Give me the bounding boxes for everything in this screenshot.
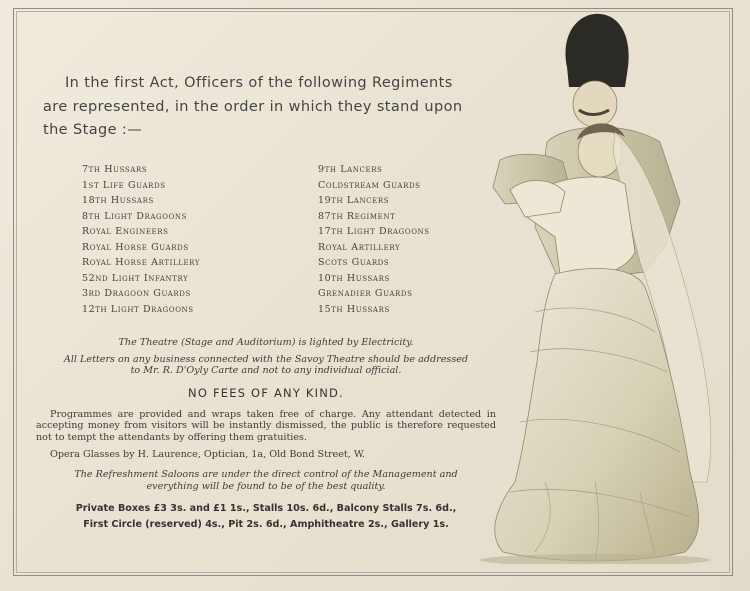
regiment-item: 9th Lancers [318,164,383,175]
regiment-item: 7th Hussars [82,164,148,175]
letters-note: to Mr. R. D'Oyly Carte and not to any individual official. [130,365,402,376]
intro-line: the Stage :— [43,122,143,138]
regiment-item: 8th Light Dragoons [82,210,188,222]
regiment-item: 10th Hussars [318,272,390,284]
regiment-item: Royal Engineers [82,226,169,237]
regiment-item: Scots Guards [318,257,390,268]
intro-line: are represented, in the order in which they stand upon [43,98,463,115]
regiment-item: 15th Hussars [318,303,390,315]
refreshment-note: The Refreshment Saloons are under the direct control of the Management and [74,469,458,480]
dancing-couple-illustration [475,12,735,564]
no-fees-heading: NO FEES OF ANY KIND. [188,385,344,400]
ground-shadow [480,554,710,564]
regiment-item: 12th Light Dragoons [82,303,194,315]
programmes-note: Programmes are provided and wraps taken free of charge. Any attendant detected in accepting money from visitors will be instantly dismissed, the public is therefore requested not to tempt the attendants by offering them gratuities. [36,408,496,443]
prices-line: First Circle (reserved) 4s., Pit 2s. 6d., Amphitheatre 2s., Gallery 1s. [83,518,449,530]
opera-glasses-note: Opera Glasses by H. Laurence, Optician, 1a, Old Bond Street, W. [50,449,366,460]
regiment-item: Royal Horse Artillery [82,257,201,268]
refreshment-note: everything will be found to be of the best quality. [146,480,386,492]
regiment-item: 52nd Light Infantry [82,272,189,284]
prices-line: Private Boxes £3 3s. and £1 1s., Stalls 10s. 6d., Balcony Stalls 7s. 6d., [75,503,457,514]
regiment-item: 18th Hussars [82,195,154,206]
regiment-item: Coldstream Guards [318,179,421,191]
regiment-list-right [318,162,430,317]
electricity-note: The Theatre (Stage and Auditorium) is lighted by Electricity. [118,337,414,348]
regiment-item: Grenadier Guards [318,288,413,299]
regiment-item: 1st Life Guards [82,179,166,191]
intro-line: In the first Act, Officers of the following Regiments [65,75,453,91]
letters-note: All Letters on any business connected with the Savoy Theatre should be addressed [63,353,469,365]
regiment-item: Royal Horse Guards [82,241,189,253]
intro-paragraph [43,72,513,143]
regiment-item: 17th Light Dragoons [318,226,430,237]
man-head [573,81,617,127]
regiment-item: 3rd Dragoon Guards [82,288,191,299]
prices-block [36,501,496,532]
regiment-item: 87th Regiment [318,210,396,222]
regiment-item: 19th Lancers [318,195,390,206]
regiment-list-left [82,162,200,317]
regiment-item: Royal Artillery [318,241,401,253]
notices-block [36,337,496,532]
bearskin-hat [566,14,629,87]
